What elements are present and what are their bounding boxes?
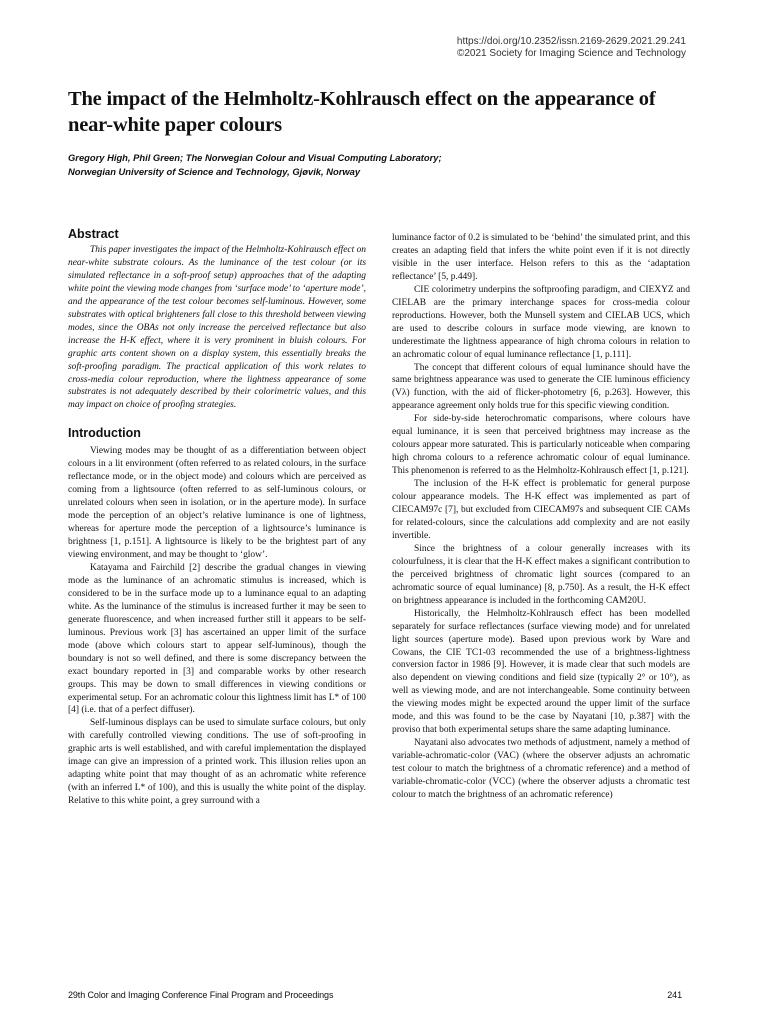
body-paragraph: luminance factor of 0.2 is simulated to be ‘behind’ the simulated print, and this creates an adapting field that infers the white point even if it is not directly visible in the user interface. Helson refers to this as the ‘adaptation reflectance’ [5, p.449]. xyxy=(392,233,690,282)
page-number: 241 xyxy=(667,990,682,1000)
body-paragraph: The inclusion of the H-K effect is problematic for general purpose colour appearance models. The H-K effect was implemented as part of CIECAM97c [7], but excluded from CIECAM97s and subsequent CIE CAMs for related-colours, since the calculations add complexity and are not easily invertible. xyxy=(392,479,690,541)
authors-line-2: Norwegian University of Science and Technology, Gjøvik, Norway xyxy=(68,165,361,177)
paper-title: The impact of the Helmholtz-Kohlrausch effect on the appearance of near-white paper colours xyxy=(68,88,656,136)
body-paragraph: The concept that different colours of equal luminance should have the same brightness appearance was used to generate the CIE luminous efficiency (Vλ) function, with the aid of flicker-photometry [6, p.263]. However, this appearance agreement only holds true for this specific viewing condition. xyxy=(392,362,690,412)
intro-paragraph: Katayama and Fairchild [2] describe the gradual changes in viewing mode as the luminance of an achromatic stimulus is increased, which is considered to be in the surface mode up to a luminance equal to an adapting white. As the luminance of the stimulus is increased further it may be seen to generate fluorescence, and when increased further still it appears to be self-luminous. Previous work [3] has ascertained an upper limit of the surface mode (above which colours start to appear self-luminous), though the boundary is not so well defined, and there is some discrepancy between the exact boundary reported in [3] and comparable works by other research groups. This may be down to small differences in viewing conditions or experimental setup. For an achromatic colour this lightness limit has L* of 100 [4] (i.e. that of a perfect diffuser). xyxy=(68,562,367,716)
intro-paragraph: Viewing modes may be thought of as a differentiation between object colours in a lit environment (often referred to as related colours, in the surface reflectance mode, or in the object mode) and colours which are perceived as coming from a lightsource (often referred to as self-luminous colours, or unrelated colours when seen in isolation, or in the aperture mode). In surface mode the perception of an object’s relative luminance is one of lightness, whereas for aperture mode the perception of a lightsource’s luminance is brightness [1, p.151]. A lightsource is likely to be the brightest part of any viewing environment, and may be thought to ‘glow’. xyxy=(68,446,366,561)
body-paragraph: For side-by-side heterochromatic comparisons, where colours have equal luminance, it is seen that perceived brightness may increase as the colours appear more saturated. This is particularly noticeable when comparing high chroma colours to a reference achromatic colour of equal luminance. This phenomenon is referred to as the Helmholtz-Kohlrausch effect [1, p.121]. xyxy=(392,414,690,477)
doi-link[interactable]: https://doi.org/10.2352/issn.2169-2629.2021.29.241 xyxy=(456,36,686,47)
body-paragraph: Nayatani also advocates two methods of adjustment, namely a method of variable-achromatic-color (VAC) (where the observer adjusts an achromatic test colour to match the brightness of a chromatic reference) and a method of variable-chromatic-color (VCC) (where the observer adjusts a chromatic test colour to match the brightness of an achromatic reference) xyxy=(392,738,690,800)
author-affiliations xyxy=(68,151,708,178)
body-paragraph: Historically, the Helmholtz-Kohlrausch effect has been modelled separately for surface reflectances (surface viewing mode) and for unrelated light sources (aperture mode). Based upon previous work by Ware and Cowans, the CIE TC1-03 recommended the use of a brightness-lightness conversion factor in 1986 [9]. However, it is made clear that such models are also dependent on viewing conditions and field size (typically 2° or 10°), as well as viewing mode, and are not interchangeable. Some continuity between the viewing modes might be expected around the upper limit of the surface mode, and this was found to be the case by Nayatani [10, p.387] with the proviso that both experimental setups share the same adapting luminance. xyxy=(392,608,690,736)
running-header xyxy=(266,36,686,60)
authors-line-1: Gregory High, Phil Green; The Norwegian Colour and Visual Computing Laboratory; xyxy=(68,152,442,163)
right-column xyxy=(392,232,690,802)
copyright-notice: ©2021 Society for Imaging Science and Technology xyxy=(457,48,686,59)
intro-paragraph: Self-luminous displays can be used to simulate surface colours, but only with carefully controlled viewing conditions. The use of soft-proofing in graphic arts is well established, and with careful implementation the displayed image can give an impression of a printed work. This illusion relies upon an adapting white point that may thought of as an achromatic white reference (with an inferred L* of 100), and this is usually the white point of the display. Relative to this white point, a grey surround with a xyxy=(68,718,366,807)
abstract-heading: Abstract xyxy=(68,227,119,241)
abstract-text: This paper investigates the impact of the Helmholtz-Kohlrausch effect on near-white substrate colours. As the luminance of the test colour (or its simulated reflectance in a soft-proof setup) approaches that of the adapting white point the viewing mode changes from ‘surface mode’ to ‘aperture mode’, and the appearance of the test colour becomes self-luminous. However, some substrates with optical brighteners fall close to this threshold between viewing modes, since the OBAs not only increase the perceived reflectance but also increase the H-K effect, where it is very prominent in bluish colours. For graphic arts content shown on a display system, this essentially breaks the soft-proofing paradigm. The practical application of this work relates to cross-media colour reproduction, where the lightness appearance of some substrates is not adequately described by their colorimetric values, and this may impact on choice of proofing strategies. xyxy=(68,245,367,411)
introduction-heading: Introduction xyxy=(68,426,141,441)
body-paragraph: Since the brightness of a colour generally increases with its colourfulness, it is clear that the H-K effect makes a significant contribution to the perceived brightness of chromatic light sources (compared to an achromatic source of equal luminance) [8, p.750]. As a result, the H-K effect on brightness appearance is included in the forthcoming CAM20U. xyxy=(392,543,690,606)
body-paragraph: CIE colorimetry underpins the softproofing paradigm, and CIEXYZ and CIELAB are the primary interchange spaces for cross-media colour reproductions. However, both the Munsell system and CIELAB UCS, which are used to describe colours in surface mode viewing, are known to underestimate the lightness appearance of high chroma colours in relation to an achromatic colour of equal luminance reflectance [1, p.111]. xyxy=(392,284,690,360)
footer-proceedings: 29th Color and Imaging Conference Final Program and Proceedings xyxy=(68,990,334,1000)
left-column xyxy=(68,226,366,808)
